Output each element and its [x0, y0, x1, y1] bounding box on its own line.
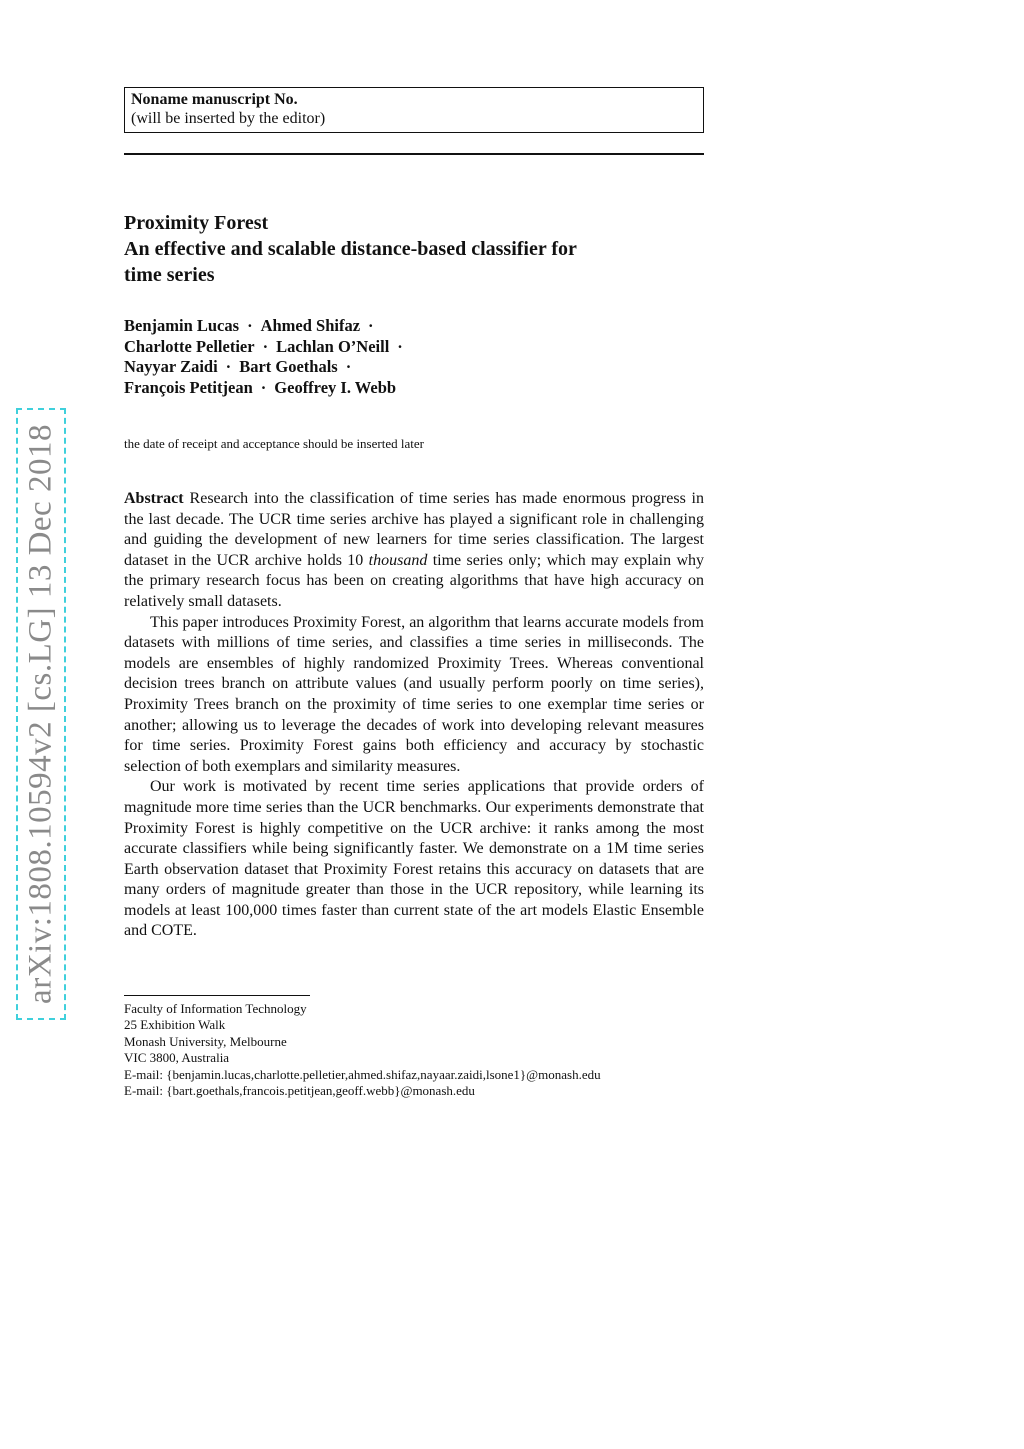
author-list — [124, 316, 704, 398]
author-name: Nayyar Zaidi — [124, 357, 218, 376]
author-separator: · — [262, 336, 269, 356]
author-name: Charlotte Pelletier — [124, 336, 255, 356]
title-line-1: Proximity Forest — [124, 212, 269, 234]
paper-title — [124, 210, 704, 288]
author-row — [124, 316, 704, 337]
abstract-text: time series only; which may explain why the primary research focus has been on creating algorithms that have high accuracy on relatively small datasets. — [124, 551, 705, 610]
author-separator: · — [345, 357, 352, 376]
editor-note: (will be inserted by the editor) — [131, 110, 326, 127]
author-separator: · — [397, 336, 403, 356]
footnote-rule — [124, 995, 310, 996]
author-name: François Petitjean — [124, 377, 253, 397]
abstract-label: Abstract — [124, 490, 184, 507]
author-separator: · — [368, 316, 374, 335]
arxiv-stamp — [16, 408, 66, 1020]
abstract-paragraph-1 — [124, 489, 704, 613]
email-line: E-mail: {bart.goethals,francois.petitjean,geoff.webb}@monash.edu — [124, 1083, 475, 1099]
abstract-emphasis: thousand — [368, 551, 428, 569]
manuscript-number: Noname manuscript No. — [131, 91, 298, 108]
affiliation-line: 25 Exhibition Walk — [124, 1017, 226, 1033]
affiliation-line: Faculty of Information Technology — [124, 1001, 307, 1016]
author-separator: · — [225, 357, 232, 376]
email-line: E-mail: {benjamin.lucas,charlotte.pelletier,ahmed.shifaz,nayaar.zaidi,lsone1}@monash.edu — [124, 1066, 601, 1082]
header-rule — [124, 153, 704, 155]
abstract-paragraph-3: Our work is motivated by recent time series applications that provide orders of magnitude more time series than the UCR benchmarks. Our experiments demonstrate that Proximity Forest is highly competitive on the UCR archive: it ranks among the most accurate classifiers while being significantly faster. We demonstrate on a 1M time series Earth observation dataset that Proximity Forest retains this accuracy on datasets that are many orders of magnitude greater than those in the UCR repository, while learning its models at least 100,000 times faster than current state of the art models Elastic Ensemble and COTE. — [124, 778, 704, 940]
abstract-paragraph-2: This paper introduces Proximity Forest, an algorithm that learns accurate models from datasets with millions of time series, and classifies a time series in milliseconds. The models are ensembles of highly randomized Proximity Trees. Whereas conventional decision trees branch on attribute values (and usually perform poorly on time series), Proximity Trees branch on the proximity of time series to one exemplar time series or another; allowing us to leverage the decades of work into developing relevant measures for time series. Proximity Forest gains both efficiency and accuracy by stochastic selection of both exemplars and similarity measures. — [124, 613, 704, 775]
author-separator: · — [260, 377, 267, 397]
title-line-2: An effective and scalable distance-based classifier for — [124, 238, 577, 260]
arxiv-identifier: arXiv:1808.10594v2 [cs.LG] 13 Dec 2018 — [22, 424, 59, 1004]
abstract — [124, 489, 704, 942]
author-row — [124, 378, 704, 399]
author-name: Lachlan O’Neill — [276, 336, 390, 356]
author-separator: · — [247, 316, 253, 335]
abstract-text: Research into the classification of time series has made enormous progress in the last decade. The UCR time series archive has played a significant role in challenging and guiding the development of new learners for time series classification. The largest dataset in the UCR archive holds 10 — [124, 490, 704, 569]
author-row — [124, 357, 704, 378]
author-name: Geoffrey I. Webb — [274, 377, 397, 397]
affiliation-line: Monash University, Melbourne — [124, 1033, 287, 1049]
manuscript-header-box — [124, 87, 704, 133]
affiliation-line: VIC 3800, Australia — [124, 1050, 230, 1066]
author-name: Bart Goethals — [239, 357, 338, 376]
receipt-note: the date of receipt and acceptance should be inserted later — [124, 436, 424, 451]
affiliation-footnote — [124, 1001, 724, 1099]
title-line-3: time series — [124, 264, 215, 286]
author-name: Benjamin Lucas — [124, 316, 240, 335]
author-name: Ahmed Shifaz — [260, 316, 361, 335]
author-row — [124, 337, 704, 358]
